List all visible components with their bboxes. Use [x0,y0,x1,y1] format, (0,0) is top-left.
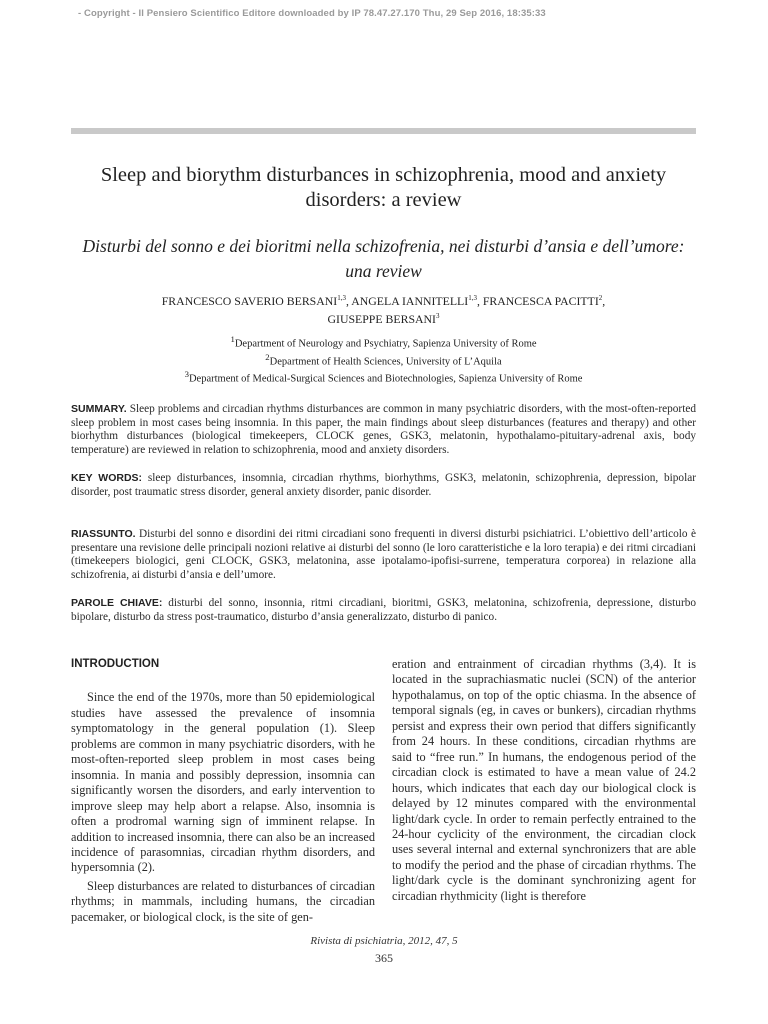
affiliation-text: Department of Neurology and Psychiatry, Sapienza University of Rome [234,338,537,350]
author-name: FRANCESCA PACITTI [482,293,599,308]
affiliation-list [71,333,696,386]
left-column [71,657,375,925]
paragraph: eration and entrainment of circadian rhythms (3,4). It is located in the suprachiasmatic nuclei (SCN) of the anterior hypothalamus, on top of the optic chiasma. In the absence of temporal signals (eg, in caves or bunkers), circadian rhythms persist and express their own period that differs significantly from 24 hours. In these conditions, circadian rhythms are said to “free run.” In humans, the endogenous period of the circadian clock is estimated to have a mean value of 24.2 hours, which indicates that each day our biological clock is delayed by 12 minutes compared with the environmental light/dark cycle. In order to remain perfectly entrained to the 24-hour cyclicity of the environment, the circadian clock uses several internal and external synchronizers that are able to modify the period and the phase of circadian rhythms. The light/dark cycle is the dominant synchronizing agent for circadian rhythmicity (light is therefore [392,657,696,903]
summary-block [71,403,696,457]
copyright-notice: - Copyright - Il Pensiero Scientifico Editore downloaded by IP 78.47.27.170 Thu, 29 Sep 2016, 18:35:33 [78,8,546,19]
affiliation-mark: 2 [265,351,270,362]
affiliation-mark: 1 [230,334,235,344]
author-affil-mark: 1,3 [468,294,477,302]
keywords-block [71,472,696,499]
parole-chiave-block [71,597,696,624]
riassunto-text: Disturbi del sonno e disordini dei ritmi circadiani sono frequenti in diversi disturbi psichiatrici. L’obiettivo dell’articolo è presentare una revisione delle principali nozioni relative ai disturbi del sonno (le loro caratteristiche e la loro terapia) e dei ritmi circadiani (timekeepers biologici, geni CLOCK, GSK3, melatonina, asse ipotalamo-ipofisi-surrene, temperatura corporea) in relazione alla schizofrenia, ai disturbi d’ansia e dell’umore. [71,528,697,581]
section-heading: INTRODUCTION [71,658,160,670]
paragraph: Sleep disturbances are related to disturbances of circadian rhythms; in mammals, including humans, the circadian pacemaker, or biological clock, is the site of gen- [71,878,375,924]
summary-text: Sleep problems and circadian rhythms disturbances are common in many psychiatric disorders, with the most-often-reported sleep problem in most cases being insomnia. In this paper, the main findings about sleep disturbances (features and therapy) and other biorhythm disturbances (biological timekeepers, CLOCK genes, GSK3, melatonin, hypothalamo-pituitary-adrenal axis, body temperature) are reviewed in relation to schizophrenia, mood and anxiety disorders. [71,403,696,456]
author-separator: , [602,293,606,308]
article-title: Sleep and biorythm disturbances in schizophrenia, mood and anxiety disorders: a review [100,164,667,211]
parole-chiave-heading: PAROLE CHIAVE: [71,597,163,609]
author-affil-mark: 1,3 [337,294,346,302]
author-separator: , [476,293,483,308]
riassunto-heading: RIASSUNTO. [71,528,136,540]
author-name: FRANCESCO SAVERIO BERSANI [161,293,338,308]
keywords-heading: KEY WORDS: [71,472,143,484]
article-title-italian: Disturbi del sonno e dei bioritmi nella schizofrenia, nei disturbi d’ansia e dell’umore: una review [82,236,685,281]
author-name: GIUSEPPE BERSANI [327,311,436,326]
affiliation [71,351,696,369]
author-name: ANGELA IANNITELLI [351,293,469,308]
affiliation-mark: 3 [184,369,189,379]
riassunto-block [71,528,696,582]
author-list [71,291,696,327]
author-affil-mark: 2 [598,294,603,302]
right-column [392,657,696,904]
affiliation-text: Department of Medical-Surgical Sciences and Biotechnologies, Sapienza University of Rome [188,373,583,385]
affiliation [71,368,696,386]
affiliation [71,333,696,351]
author-affil-mark: 3 [435,311,440,320]
journal-citation: Rivista di psichiatria, 2012, 47, 5 [310,935,458,947]
affiliation-text: Department of Health Sciences, University of L’Aquila [269,356,502,367]
summary-heading: SUMMARY. [71,403,127,415]
parole-chiave-text: disturbi del sonno, insonnia, ritmi circadiani, bioritmi, GSK3, melatonina, schizofrenia, depressione, disturbo bipolare, disturbo da stress post-traumatico, disturbo d’ansia generalizzato, disturbo di panico. [71,597,697,623]
page-number: 365 [375,951,393,965]
keywords-text: sleep disturbances, insomnia, circadian rhythms, biorhythms, GSK3, melatonin, schizophrenia, depression, bipolar disorder, post traumatic stress disorder, general anxiety disorder, panic disorder. [71,472,696,498]
header-rule [71,128,696,134]
paragraph: Since the end of the 1970s, more than 50 epidemiological studies have assessed the prevalence of insomnia symptomatology in the general population (1). Sleep problems are common in many psychiatric disorders, with he most-often-reported sleep problem in most cases being insomnia. In mania and possibly depression, insomnia can significantly worsen the disorders, and early intervention to improve sleep may help abort a relapse. Also, insomnia is often a prodromal warning sign of imminent relapse. In addition to increased insomnia, there can also be an increased incidence of parasomnias, circadian rhythm disorders, and hypersomnia (2). [71,690,375,875]
author-separator: , [345,293,352,308]
